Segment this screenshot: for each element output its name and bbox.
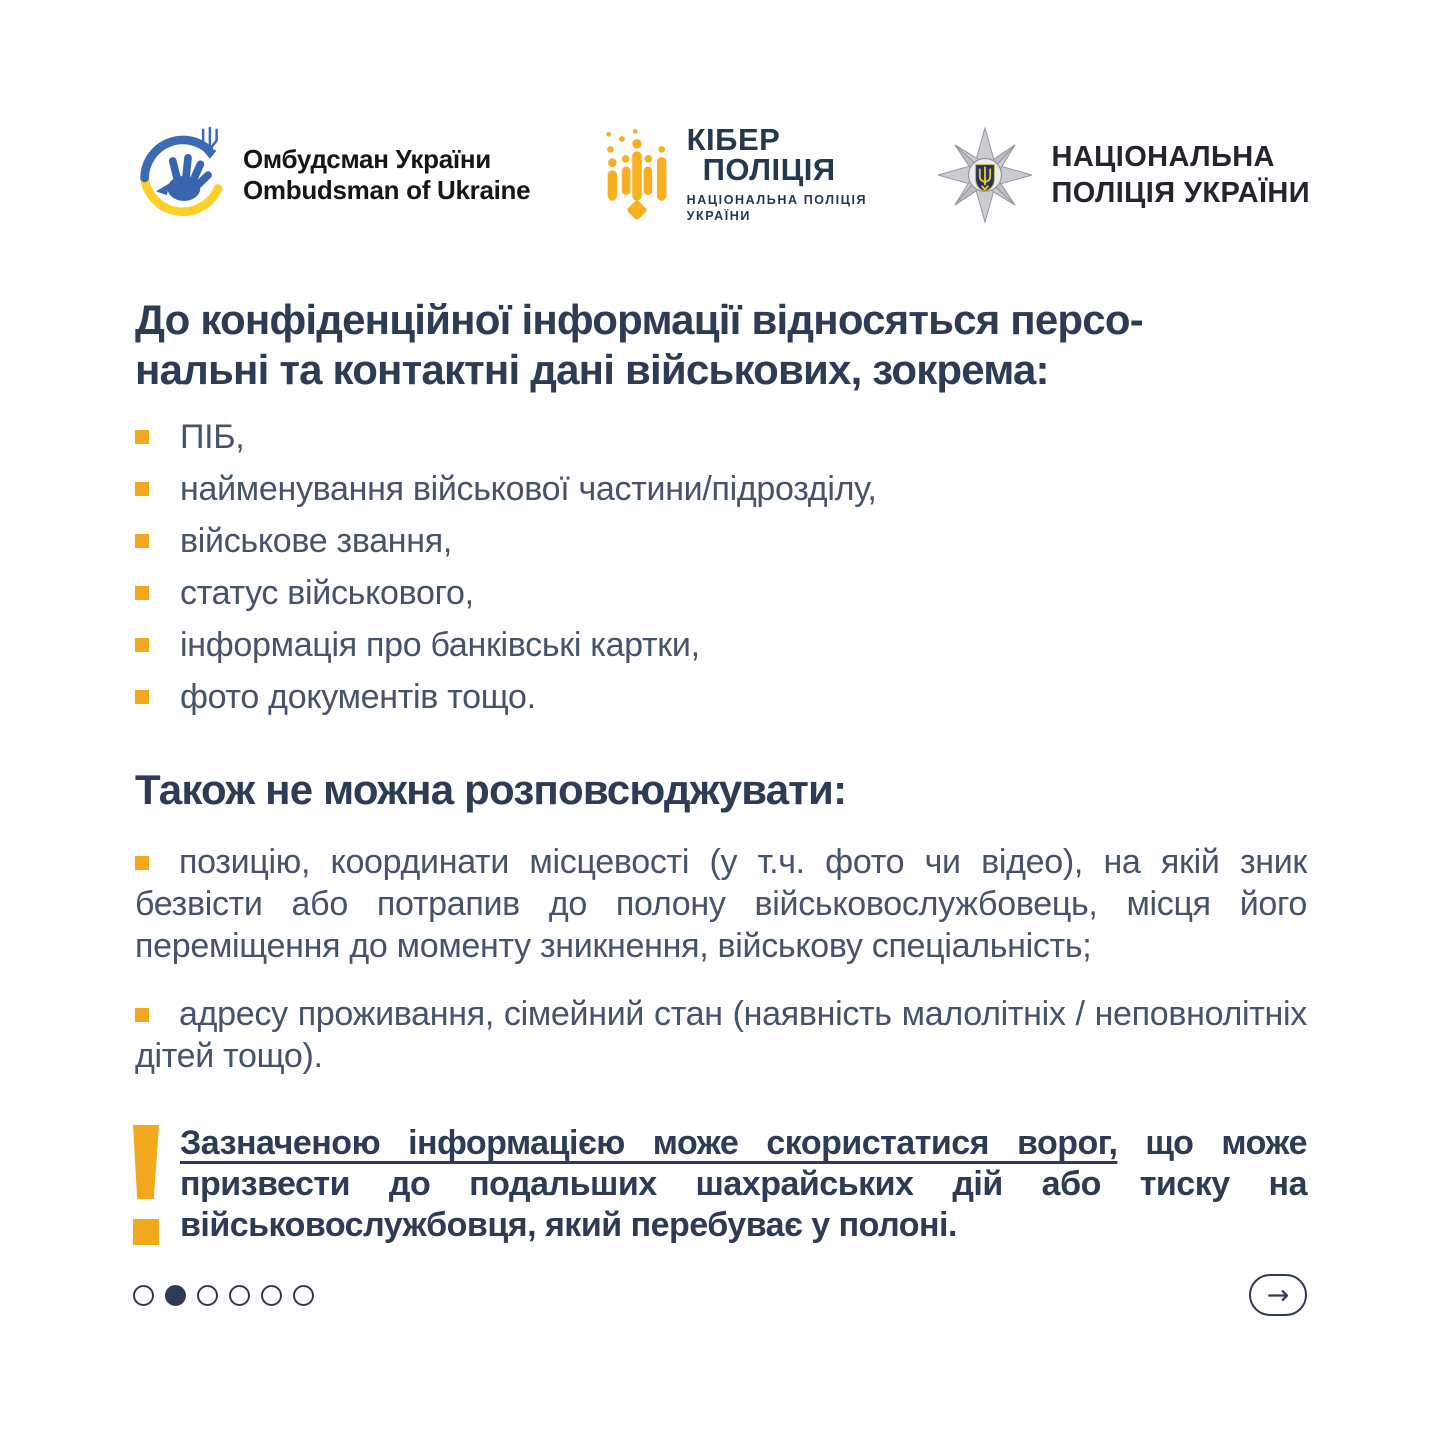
list-item-label: військове звання, xyxy=(180,521,453,560)
exclamation-icon xyxy=(133,1125,159,1245)
list-item xyxy=(135,567,1307,619)
list-item-label: фото документів тощо. xyxy=(180,677,536,716)
warning-rest-text: що може призвести до подальших шахрайських дій або тиску на військовослужбовця, який перебуває у полоні. xyxy=(180,1124,1307,1244)
ombudsman-logo-text xyxy=(243,144,530,206)
list-item xyxy=(135,671,1307,723)
pagination-dot-1[interactable] xyxy=(133,1285,154,1306)
square-bullet-icon xyxy=(135,482,149,496)
arrow-right-icon: → xyxy=(1266,1279,1290,1311)
list-item xyxy=(135,463,1307,515)
national-police-logo xyxy=(938,126,1311,224)
pagination-dot-3[interactable] xyxy=(197,1285,218,1306)
national-police-star-icon xyxy=(938,126,1032,224)
heading-do-not-share: Також не можна розповсюджувати: xyxy=(135,766,847,813)
carousel-footer xyxy=(133,1272,1307,1318)
list-item xyxy=(135,515,1307,567)
warning-underlined-text: Зазначеною інформацією може скористатися ворог, xyxy=(180,1124,1118,1162)
confidential-data-list xyxy=(135,411,1307,723)
pagination-dots xyxy=(133,1285,314,1306)
do-not-share-item-2-text: адресу проживання, сімейний стан (наявність малолітніх / неповнолітніх дітей тощо). xyxy=(135,995,1307,1075)
national-police-title-line2: ПОЛІЦІЯ УКРАЇНИ xyxy=(1051,176,1310,209)
list-item-label: статус військового, xyxy=(180,573,474,612)
cyber-police-title-line2: ПОЛІЦІЯ xyxy=(702,152,836,187)
do-not-share-item-1-text: позицію, координати місцевості (у т.ч. фото чи відео), на якій зник безвісти або потрапив до полону військовослужбовець, місця його переміщення до моменту зникнення, військову спеціальність; xyxy=(135,843,1307,965)
national-police-title-line1: НАЦІОНАЛЬНА xyxy=(1051,140,1275,173)
pagination-dot-2[interactable] xyxy=(165,1285,186,1306)
do-not-share-item-2 xyxy=(135,993,1307,1077)
pagination-dot-5[interactable] xyxy=(261,1285,282,1306)
cyber-police-trident-icon xyxy=(601,126,673,224)
do-not-share-list xyxy=(135,841,1307,1077)
square-bullet-icon xyxy=(135,534,149,548)
exclamation-dot xyxy=(133,1219,159,1245)
list-item-label: найменування військової частини/підрозділу, xyxy=(180,469,877,508)
cyber-police-logo-text xyxy=(686,122,868,224)
square-bullet-icon xyxy=(135,586,149,600)
square-bullet-icon xyxy=(135,638,149,652)
next-slide-button[interactable] xyxy=(1249,1274,1307,1316)
warning-note xyxy=(135,1123,1307,1247)
heading-confidential-info xyxy=(135,295,1307,395)
square-bullet-icon xyxy=(135,430,149,444)
ombudsman-title-en: Ombudsman of Ukraine xyxy=(243,174,531,205)
list-item-label: інформація про банківські картки, xyxy=(180,625,700,664)
cyber-police-subtitle-line2: УКРАЇНИ xyxy=(686,209,751,223)
do-not-share-item-1 xyxy=(135,841,1307,967)
list-item-label: ПІБ, xyxy=(180,417,245,456)
list-item xyxy=(135,619,1307,671)
exclamation-bar xyxy=(133,1125,159,1199)
logos-header xyxy=(135,112,1310,237)
pagination-dot-4[interactable] xyxy=(229,1285,250,1306)
national-police-logo-text xyxy=(1052,139,1311,211)
warning-text xyxy=(180,1123,1307,1246)
square-bullet-icon xyxy=(135,690,149,704)
square-bullet-icon xyxy=(135,856,149,870)
heading-line-1: До конфіденційної інформації відносяться персо- xyxy=(135,296,1143,343)
cyber-police-logo xyxy=(601,122,868,224)
list-item xyxy=(135,411,1307,463)
heading-line-2: нальні та контактні дані військових, зокрема: xyxy=(135,346,1049,393)
ombudsman-hand-dove-icon xyxy=(135,125,231,225)
main-content xyxy=(135,295,1307,1247)
ombudsman-title-uk: Омбудсман України xyxy=(243,143,491,174)
square-bullet-icon xyxy=(135,1008,149,1022)
pagination-dot-6[interactable] xyxy=(293,1285,314,1306)
cyber-police-title-line1: КІБЕР xyxy=(686,122,781,157)
cyber-police-subtitle-line1: НАЦІОНАЛЬНА ПОЛІЦІЯ xyxy=(686,193,868,207)
ombudsman-logo xyxy=(135,125,530,225)
